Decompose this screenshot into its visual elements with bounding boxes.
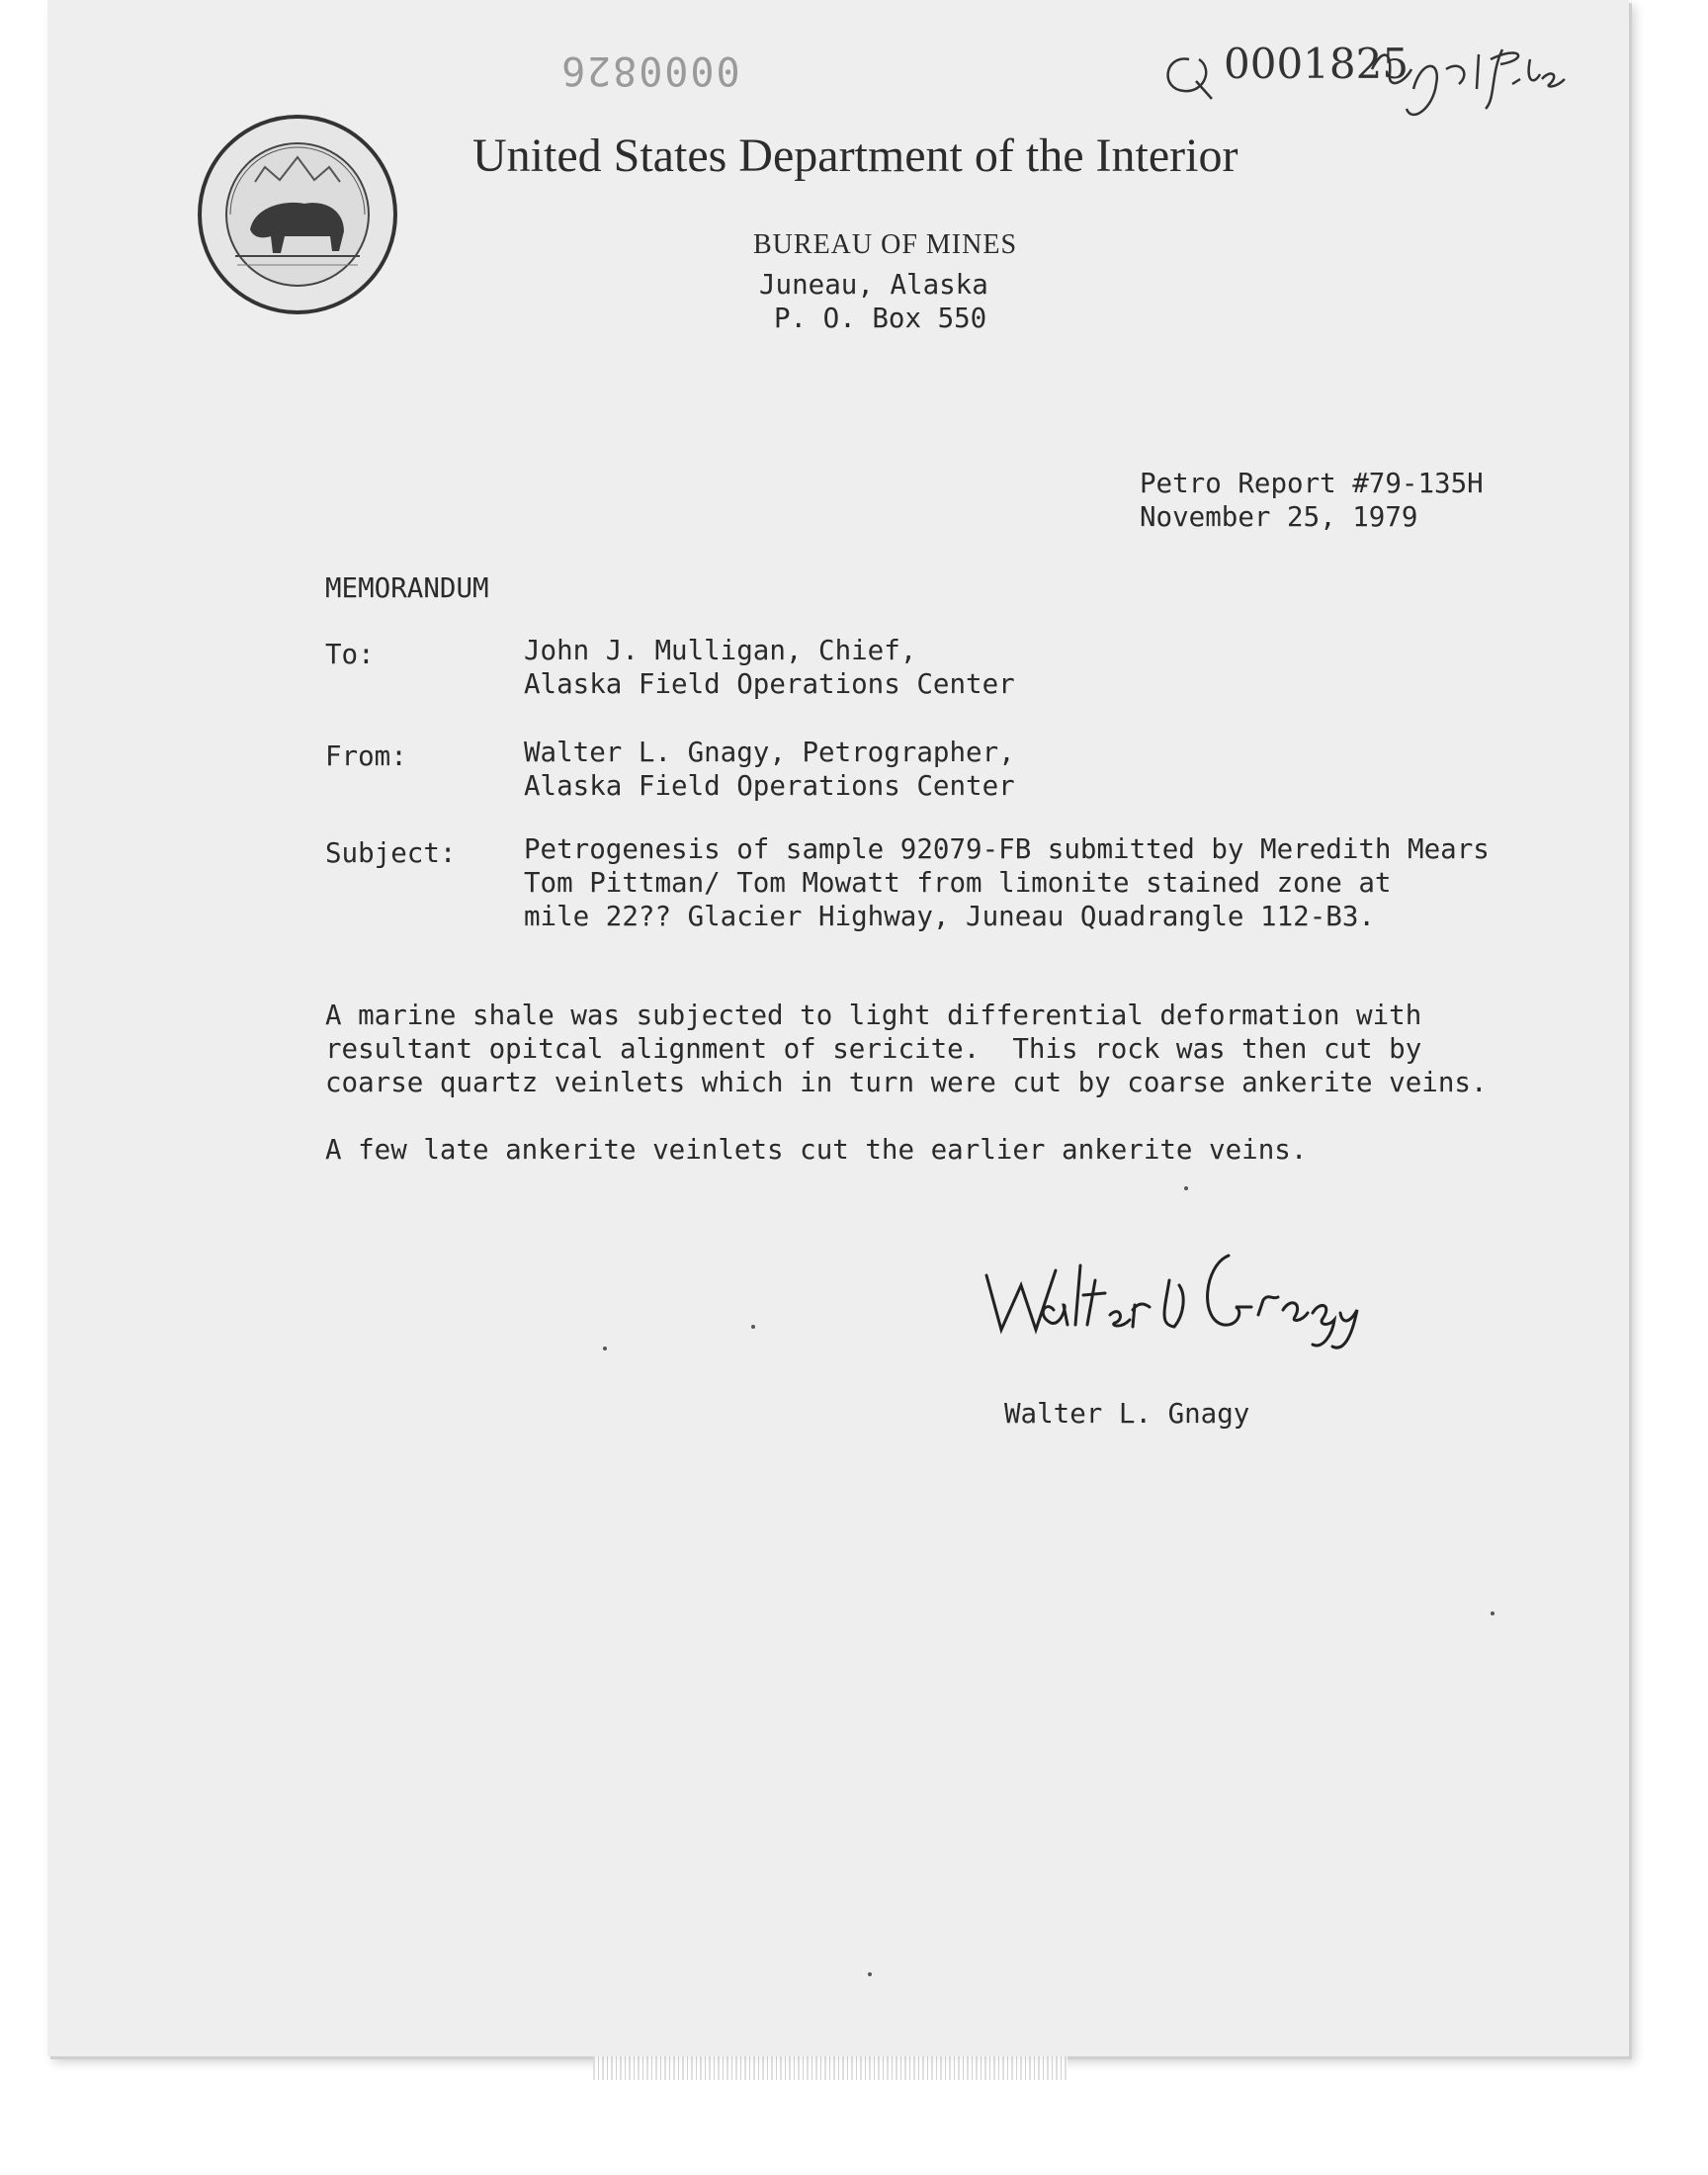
department-seal [196,113,399,316]
to-line: John J. Mulligan, Chief, [524,635,917,666]
office-city: Juneau, Alaska [759,269,988,301]
body-line: coarse quartz veinlets which in turn were cut by coarse ankerite veins. [325,1067,1488,1098]
memo-page [47,0,1629,2056]
paper-speck [868,1972,872,1976]
office-po-box: P. O. Box 550 [774,303,987,334]
paper-speck [1184,1186,1188,1190]
scan-edge-strip [593,2056,1068,2080]
handwritten-signature [977,1236,1392,1354]
paper-speck [1491,1611,1494,1615]
subject-line: mile 22?? Glacier Highway, Juneau Quadrangle 112-B3. [524,901,1375,932]
from-line: Alaska Field Operations Center [524,770,1015,802]
to-label: To: [325,639,375,670]
to-line: Alaska Field Operations Center [524,668,1015,700]
bison-seal-icon [196,113,399,316]
file-note [1145,30,1639,119]
body-line: A few late ankerite veinlets cut the earlier ankerite veins. [325,1134,1308,1166]
subject-line: Petrogenesis of sample 92079-FB submitted by Meredith Mears [524,833,1490,865]
body-line: A marine shale was subjected to light differential deformation with [325,1000,1422,1031]
from-line: Walter L. Gnagy, Petrographer, [524,737,1015,768]
stamp-number: 0000826 [559,47,740,93]
bureau-name: BUREAU OF MINES [753,229,1018,260]
signer-name: Walter L. Gnagy [1004,1398,1250,1430]
subject-label: Subject: [325,837,457,869]
subject-line: Tom Pittman/ Tom Mowatt from limonite stained zone at [524,867,1392,899]
file-note-number: 0001825 [1224,40,1409,88]
report-date: November 25, 1979 [1140,501,1418,533]
department-title: United States Department of the Interior [472,130,1238,182]
signature-icon [977,1236,1392,1354]
paper-speck [603,1347,607,1350]
memo-heading: MEMORANDUM [325,572,489,604]
paper-speck [751,1325,755,1329]
report-id: Petro Report #79-135H [1140,468,1484,499]
body-line: resultant opitcal alignment of sericite. This rock was then cut by [325,1033,1422,1065]
from-label: From: [325,740,407,772]
